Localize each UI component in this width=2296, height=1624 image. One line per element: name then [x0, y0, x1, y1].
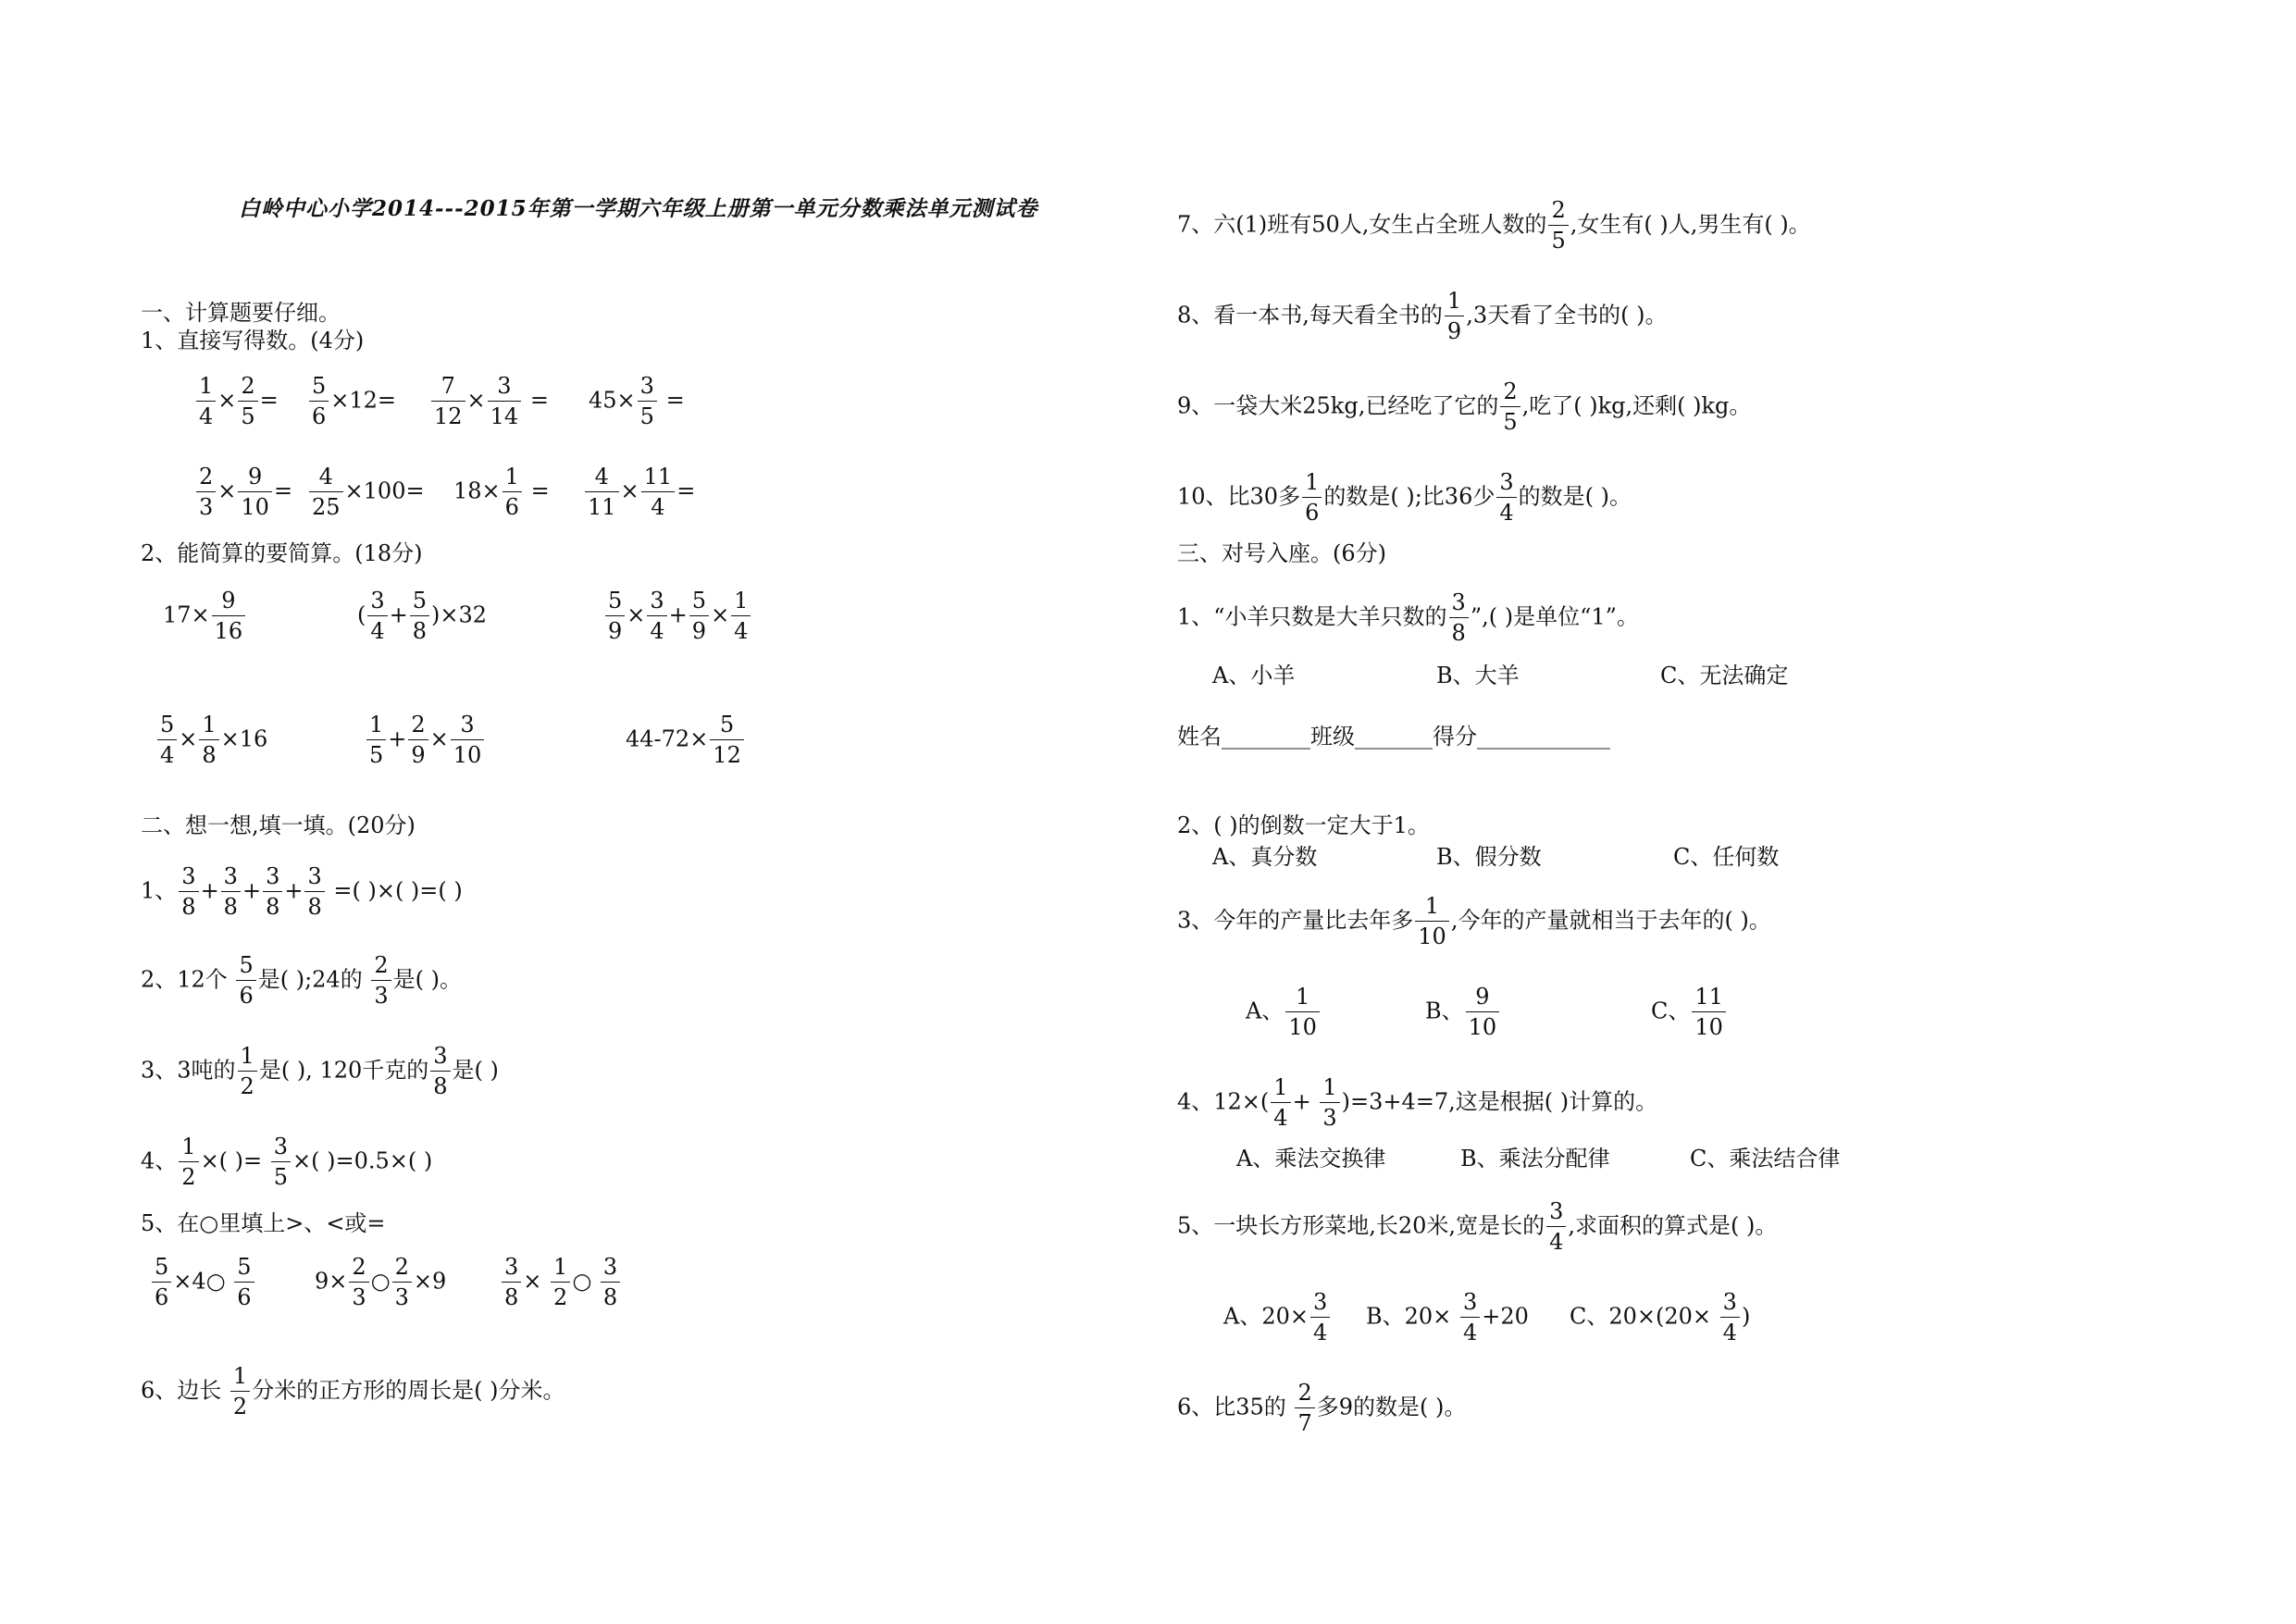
question-1-1: 1、直接写得数。(4分) — [141, 328, 365, 353]
fill-item-8: 8、看一本书,每天看全书的 $\frac{1}{9}$ ,3天看了全书的( )。 — [1177, 288, 1668, 344]
calc-item: $\frac{4}{11}$ × $\frac{11}{4}$ = — [583, 465, 695, 520]
fraction: $\frac{5}{6}$ — [236, 953, 255, 1009]
option-c: C、20×(20× $\frac{3}{4}$ ) — [1570, 1289, 1751, 1345]
fraction: $\frac{3}{8}$ — [304, 864, 324, 920]
option-a: A、真分数 — [1212, 844, 1318, 870]
fraction: $\frac{3}{4}$ — [647, 589, 666, 644]
fraction: $\frac{2}{3}$ — [196, 465, 216, 520]
calc-item: 17× $\frac{9}{16}$ — [163, 589, 247, 644]
fraction: $\frac{2}{5}$ — [238, 374, 257, 429]
fraction: $\frac{3}{4}$ — [1310, 1290, 1330, 1345]
fraction: $\frac{5}{6}$ — [152, 1255, 171, 1310]
fraction: $\frac{3}{10}$ — [451, 713, 485, 768]
fraction: $\frac{5}{12}$ — [710, 713, 744, 768]
fraction: $\frac{5}{6}$ — [234, 1255, 254, 1310]
choice-item-5: 5、一块长方形菜地,长20米,宽是长的 $\frac{3}{4}$ ,求面积的算式是( )。 — [1177, 1198, 1778, 1255]
fraction: $\frac{2}{3}$ — [371, 953, 391, 1009]
option-b: B、 $\frac{9}{10}$ — [1425, 985, 1501, 1040]
calc-item: $\frac{1}{4}$ × $\frac{2}{5}$ = — [194, 374, 279, 429]
fill-item-5: 5、在○里填上>、<或= — [141, 1210, 386, 1236]
option-a: A、小羊 — [1212, 663, 1296, 688]
fraction: $\frac{3}{8}$ — [221, 864, 241, 920]
option-c: C、乘法结合律 — [1690, 1146, 1841, 1172]
calc-item: 45× $\frac{3}{5}$ = — [589, 373, 685, 429]
fraction: $\frac{3}{4}$ — [1496, 470, 1516, 526]
fraction: $\frac{1}{2}$ — [551, 1255, 570, 1310]
fraction: $\frac{1}{5}$ — [366, 713, 386, 768]
fraction: $\frac{1}{4}$ — [1271, 1075, 1290, 1131]
fraction: $\frac{3}{5}$ — [271, 1134, 291, 1190]
fraction: $\frac{3}{4}$ — [1720, 1290, 1740, 1345]
option-a: A、20× $\frac{3}{4}$ — [1223, 1290, 1332, 1345]
fraction: $\frac{2}{3}$ — [392, 1255, 412, 1310]
calc-item: $\frac{5}{6}$ ×12= — [307, 374, 396, 429]
name-class-score-line: 姓名________班级_______得分____________ — [1177, 724, 1610, 750]
fraction: $\frac{3}{4}$ — [1460, 1290, 1480, 1345]
choice-item-6: 6、比35的 $\frac{2}{7}$ 多9的数是( )。 — [1177, 1380, 1467, 1436]
fraction: $\frac{3}{5}$ — [638, 374, 657, 429]
fraction: $\frac{2}{7}$ — [1295, 1381, 1314, 1436]
fraction: $\frac{3}{8}$ — [502, 1255, 521, 1310]
fraction: $\frac{5}{9}$ — [605, 589, 625, 644]
fill-item-10: 10、比30多 $\frac{1}{6}$ 的数是( );比36少 $\frac{3}{4}$ 的数是( )。 — [1177, 469, 1632, 526]
option-a: A、乘法交换律 — [1236, 1146, 1386, 1172]
compare-item: 9× $\frac{2}{3}$ ○ $\frac{2}{3}$ ×9 — [315, 1254, 447, 1310]
section-2-heading: 二、想一想,填一填。(20分) — [141, 812, 416, 838]
fraction: $\frac{3}{8}$ — [179, 864, 198, 920]
fraction: $\frac{1}{8}$ — [199, 713, 218, 768]
option-c: C、 $\frac{11}{10}$ — [1651, 985, 1728, 1040]
fill-item-2: 2、12个 $\frac{5}{6}$ 是( );24的 $\frac{2}{3}$ 是( )。 — [141, 952, 462, 1009]
calc-item: $\frac{5}{4}$ × $\frac{1}{8}$ ×16 — [155, 713, 267, 768]
fraction: $\frac{2}{3}$ — [349, 1255, 368, 1310]
fraction: $\frac{5}{4}$ — [157, 713, 177, 768]
calc-item: $\frac{5}{9}$ × $\frac{3}{4}$ + $\frac{5}{9}$ × $\frac{1}{4}$ — [603, 589, 752, 644]
fraction: $\frac{1}{2}$ — [238, 1044, 257, 1099]
fraction: $\frac{5}{6}$ — [309, 374, 329, 429]
fraction: $\frac{5}{9}$ — [689, 589, 709, 644]
fraction: $\frac{1}{2}$ — [179, 1134, 198, 1190]
section-1-heading: 一、计算题要仔细。 — [141, 300, 341, 326]
calc-item: 44-72× $\frac{5}{12}$ — [626, 713, 746, 768]
section-3-heading: 三、对号入座。(6分) — [1177, 540, 1386, 566]
fraction: $\frac{7}{12}$ — [431, 374, 465, 429]
option-b: B、20× $\frac{3}{4}$ +20 — [1366, 1289, 1529, 1345]
fraction: $\frac{9}{10}$ — [238, 465, 272, 520]
calc-item: 18× $\frac{1}{6}$ = — [453, 464, 550, 520]
fraction: $\frac{3}{8}$ — [601, 1255, 620, 1310]
fraction: $\frac{3}{4}$ — [367, 589, 387, 644]
fraction: $\frac{1}{6}$ — [1302, 470, 1322, 526]
fill-item-1: 1、 $\frac{3}{8}$ + $\frac{3}{8}$ + $\frac{3}{8}$ + $\frac{3}{8}$ =( )×( )=( ) — [141, 863, 463, 920]
choice-item-2: 2、( )的倒数一定大于1。 — [1177, 812, 1430, 838]
fraction: $\frac{1}{3}$ — [1320, 1075, 1339, 1131]
fraction: $\frac{2}{9}$ — [408, 713, 428, 768]
fraction: $\frac{9}{10}$ — [1466, 985, 1500, 1040]
fraction: $\frac{3}{8}$ — [263, 864, 282, 920]
fill-item-4: 4、 $\frac{1}{2}$ ×( )= $\frac{3}{5}$ ×( )=0.5×( ) — [141, 1134, 433, 1190]
calc-item: $\frac{1}{5}$ + $\frac{2}{9}$ × $\frac{3}{10}$ — [365, 713, 486, 768]
option-b: B、假分数 — [1436, 844, 1542, 870]
option-a: A、 $\frac{1}{10}$ — [1246, 985, 1322, 1040]
compare-item: $\frac{3}{8}$ × $\frac{1}{2}$ ○ $\frac{3}{8}$ — [500, 1255, 622, 1310]
fraction: $\frac{2}{5}$ — [1500, 379, 1520, 435]
fraction: $\frac{4}{25}$ — [309, 465, 343, 520]
choice-item-4: 4、12×( $\frac{1}{4}$ + $\frac{1}{3}$ )=3+4=7,这是根据( )计算的。 — [1177, 1074, 1658, 1131]
fraction: $\frac{1}{4}$ — [196, 374, 216, 429]
fraction: $\frac{1}{6}$ — [503, 465, 522, 520]
fraction: $\frac{9}{16}$ — [212, 589, 246, 644]
option-c: C、无法确定 — [1660, 663, 1789, 688]
fraction: $\frac{3}{14}$ — [488, 374, 522, 429]
page-title: 白岭中心小学2014---2015年第一学期六年级上册第一单元分数乘法单元测试卷 — [239, 196, 1038, 221]
fraction: $\frac{3}{8}$ — [1449, 590, 1469, 646]
fraction: $\frac{5}{8}$ — [410, 589, 429, 644]
option-b: B、乘法分配律 — [1460, 1146, 1610, 1172]
fill-item-3: 3、3吨的 $\frac{1}{2}$ 是( ), 120千克的 $\frac{3}{8}$ 是( ) — [141, 1043, 499, 1099]
option-b: B、大羊 — [1436, 663, 1520, 688]
fraction: $\frac{2}{5}$ — [1548, 198, 1568, 254]
fill-item-6: 6、边长 $\frac{1}{2}$ 分米的正方形的周长是( )分米。 — [141, 1363, 565, 1419]
choice-item-1: 1、“小羊只数是大羊只数的 $\frac{3}{8}$ ”,( )是单位“1”。 — [1177, 589, 1639, 646]
fraction: $\frac{11}{4}$ — [641, 465, 676, 520]
fill-item-7: 7、六(1)班有50人,女生占全班人数的 $\frac{2}{5}$ ,女生有( )人,男生有( )。 — [1177, 197, 1811, 254]
fraction: $\frac{1}{4}$ — [731, 589, 751, 644]
calc-item: $\frac{2}{3}$ × $\frac{9}{10}$ = — [194, 465, 292, 520]
fraction: $\frac{1}{2}$ — [230, 1364, 250, 1419]
fraction: $\frac{3}{4}$ — [1546, 1199, 1566, 1255]
calc-item: $\frac{7}{12}$ × $\frac{3}{14}$ = — [429, 374, 549, 429]
calc-item: ( $\frac{3}{4}$ + $\frac{5}{8}$ )×32 — [357, 588, 488, 644]
fraction: $\frac{1}{10}$ — [1415, 894, 1449, 949]
fill-item-9: 9、一袋大米25kg,已经吃了它的 $\frac{2}{5}$ ,吃了( )kg,还剩( )kg。 — [1177, 378, 1752, 435]
fraction: $\frac{1}{9}$ — [1445, 289, 1464, 344]
compare-item: $\frac{5}{6}$ ×4○ $\frac{5}{6}$ — [150, 1255, 256, 1310]
fraction: $\frac{3}{8}$ — [430, 1044, 450, 1099]
fraction: $\frac{11}{10}$ — [1692, 985, 1726, 1040]
calc-item: $\frac{4}{25}$ ×100= — [307, 465, 425, 520]
fraction: $\frac{1}{10}$ — [1285, 985, 1320, 1040]
question-1-2: 2、能简算的要简算。(18分) — [141, 540, 423, 566]
choice-item-3: 3、今年的产量比去年多 $\frac{1}{10}$ ,今年的产量就相当于去年的( )。 — [1177, 893, 1771, 949]
option-c: C、任何数 — [1673, 844, 1780, 870]
fraction: $\frac{4}{11}$ — [585, 465, 619, 520]
